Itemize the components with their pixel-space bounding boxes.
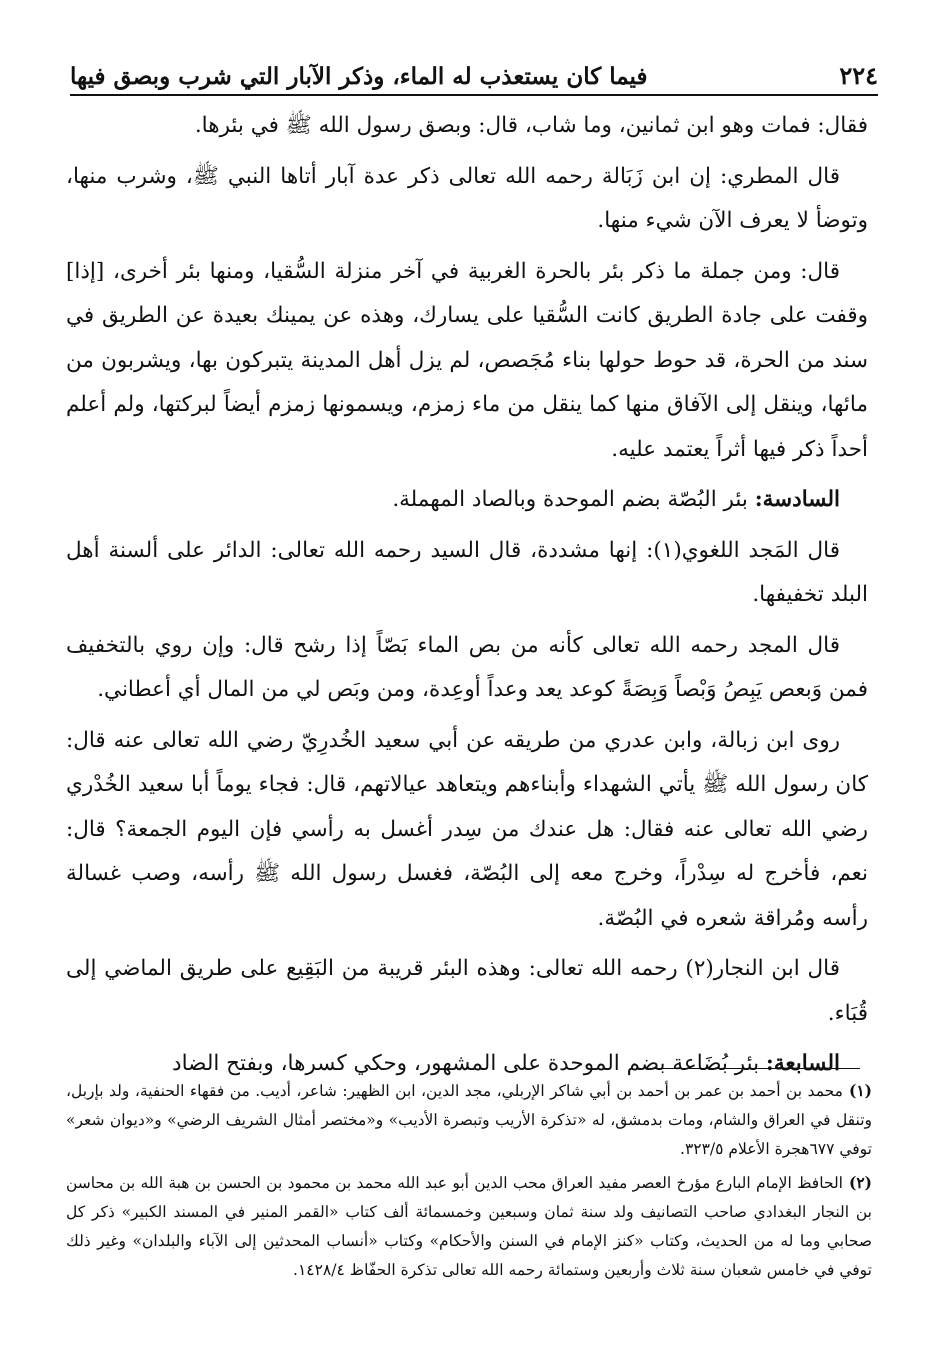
page-number: ٢٢٤: [839, 61, 878, 90]
section-label: السادسة:: [754, 487, 840, 512]
paragraph: قال المَجد اللغوي(١): إنها مشددة، قال السيد رحمه الله تعالى: الدائر على ألسنة أهل البلد تخفيفها.: [66, 537, 868, 607]
paragraph: روى ابن زبالة، وابن عدري من طريقه عن أبي سعيد الخُدرِيّ رضي الله تعالى عنه قال: كان رسول الله ﷺ يأتي الشهداء وأبناءهم ويتعاهد عيالاتهم، قال: فجاء يوماً أبا سعيد الخُدْري رضي الله تعالى عنه فقال: هل عندك من سِدر أغسل به رأسي فإن اليوم الجمعة؟ قال: نعم، فأخرج له سِدْراً، وخرج معه إلى البُصّة، فغسل رسول الله ﷺ رأسه، وصب غسالة رأسه ومُراقة شعره في البُصّة.: [66, 727, 868, 931]
footnote: [66, 1168, 872, 1285]
section-heading-paragraph: السادسة: بئر البُصّة بضم الموحدة وبالصاد المهملة.: [392, 487, 840, 512]
footnote-marker: (١): [848, 1081, 872, 1100]
paragraph: قال المطري: إن ابن زَبَالة رحمه الله تعالى ذكر عدة آبار أتاها النبي ﷺ، وشرب منها، وتوضأ لا يعرف الآن شيء منها.: [66, 163, 868, 233]
running-title: فيما كان يستعذب له الماء، وذكر الآبار التي شرب وبصق فيها: [70, 63, 648, 90]
section-label: السابعة:: [765, 1051, 840, 1076]
paragraph: قال: ومن جملة ما ذكر بئر بالحرة الغربية في آخر منزلة السُّقيا، ومنها بئر أخرى، [إذا] وقفت على جادة الطريق كانت السُّقيا على يسارك، وهذه عن يمينك بعيدة عن الطريق في سند من الحرة، قد حوط حولها بناء مُجَصص، لم يزل أهل المدينة يتبركون بها، ويشربون من مائها، وينقل إلى الآفاق منها كما ينقل من ماء زمزم، ويسمونها زمزم أيضاً لبركتها، ولم أعلم أحداً ذكر فيها أثراً يعتمد عليه.: [66, 258, 868, 462]
footnote-text: الحافظ الإمام البارع مؤرخ العصر مفيد العراق محب الدين أبو عبد الله محمد بن محمود بن الحسن بن هبة الله بن محاسن بن النجار البغدادي صاحب التصانيف ولد سنة ثمان وسبعين وخمسمائة ألف كتاب «القمر المنير في المسند الكبير» ذكر كل صحابي وما له من الحديث، وكتاب «كنز الإمام في السنن والأحكام» وكتاب «أنساب المحدثين إلى الآباء والبلدان» وغير ذلك توفي في خامس شعبان سنة ثلاث وأربعين وستمائة رحمه الله تعالى تذكرة الحفّاظ ١٤٢٨/٤.: [66, 1174, 872, 1279]
footnote-text: محمد بن أحمد بن عمر بن أحمد بن أبي شاكر الإربلي، مجد الدين، ابن الظهير: شاعر، أديب. من فقهاء الحنفية، ولد بإربل، وتنقل في العراق والشام، ومات بدمشق، له «تذكرة الأريب وتبصرة الأديب» و«مختصر أمثال الشريف الرضي» و«ديوان شعر» توفي ٦٧٧هجرة الأعلام ٣٢٣/٥.: [66, 1082, 872, 1158]
paragraph: قال المجد رحمه الله تعالى كأنه من بص الماء بَصّاً إذا رشح قال: وإن روي بالتخفيف فمن وَبعص يَبِصُ وَبْصاً وَبِصَةً كوعد يعد وعداً أوعِدة، ومن وبَص لي من المال أي أعطاني.: [66, 632, 868, 702]
page-header: [70, 46, 878, 96]
section-heading-paragraph: السابعة: بئر بُضَاعة بضم الموحدة على المشهور، وحكي كسرها، وبفتح الضاد: [172, 1051, 840, 1076]
paragraph: فقال: فمات وهو ابن ثمانين، وما شاب، قال: وبصق رسول الله ﷺ في بئرها.: [194, 113, 868, 138]
footnote: [66, 1076, 872, 1164]
footnote-divider: [650, 1068, 860, 1069]
main-text: [66, 104, 868, 1093]
footnotes: [66, 1076, 872, 1289]
paragraph: قال ابن النجار(٢) رحمه الله تعالى: وهذه البئر قريبة من البَقِيع على طريق الماضي إلى قُبَاء.: [66, 956, 868, 1026]
footnote-marker: (٢): [848, 1173, 872, 1192]
